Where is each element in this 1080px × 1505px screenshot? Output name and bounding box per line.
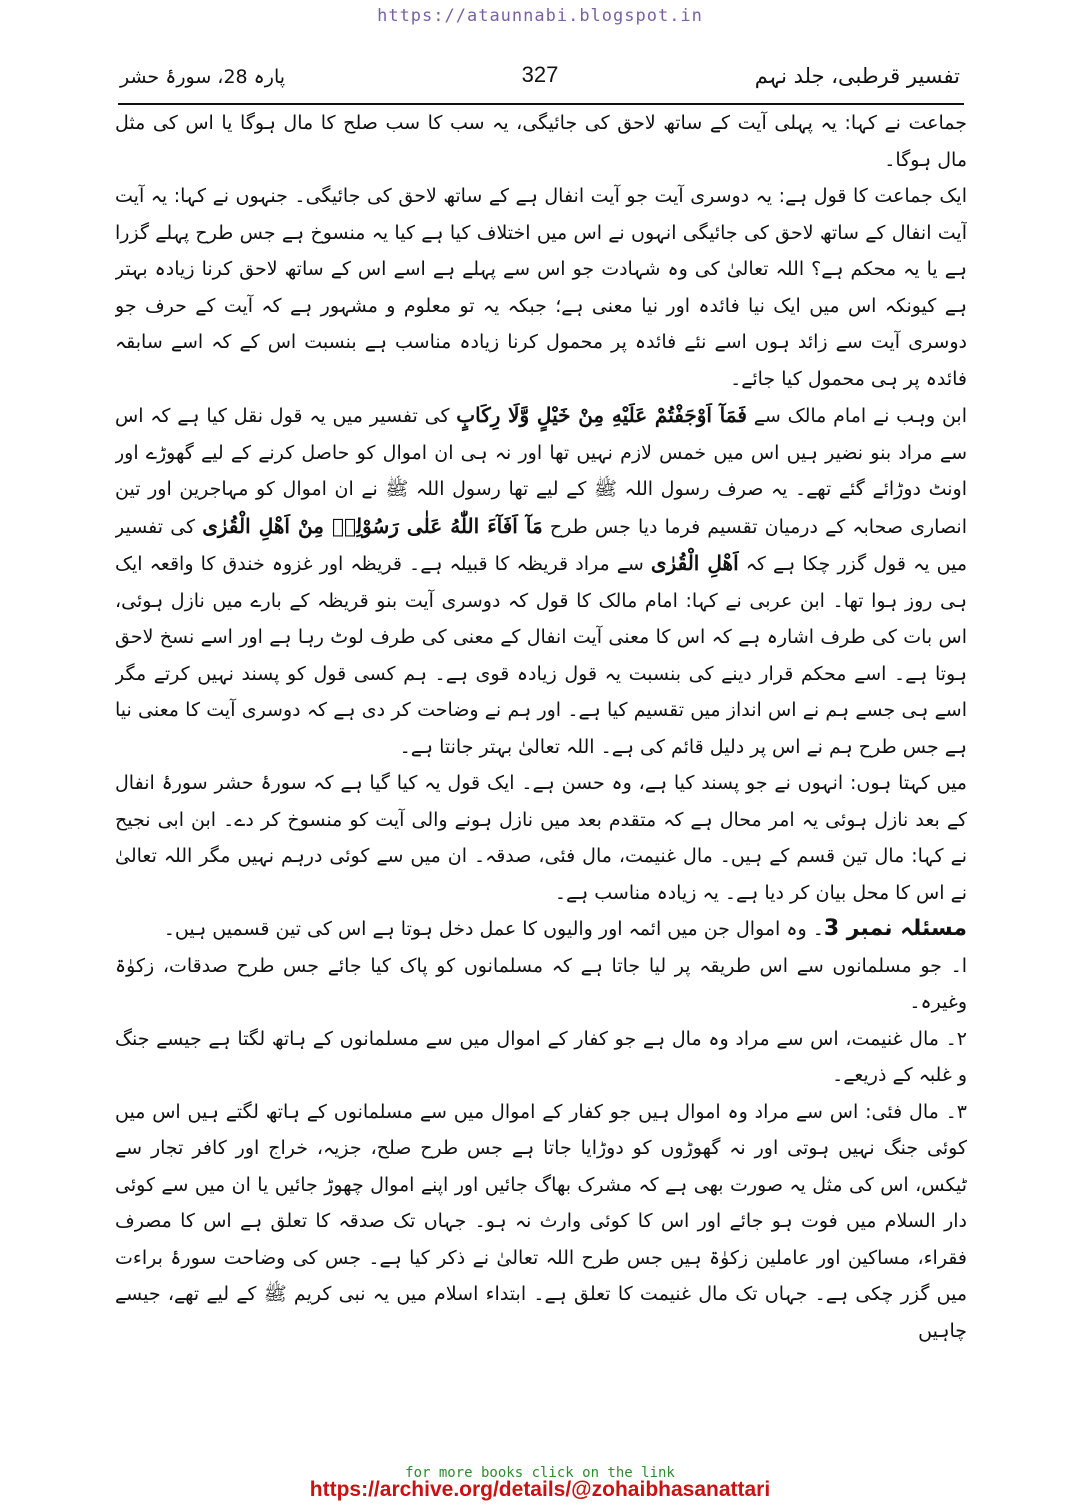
text-segment: سے مراد قریظہ کا قبیلہ ہے۔ قریظہ اور غزوہ خندق کا واقعہ ایک ہی روز ہوا تھا۔ ابن عربی نے کہا: امام مالک کا قول کہ دوسری آیت بنو قریظہ کے بارے میں نازل ہوئی، اس بات کی طرف اشارہ ہے کہ اس کا معنی آیت انفال کے معنی کی طرف لوٹ رہا ہے اور اسے نسخ لاحق ہوتا ہے۔ اسے محکم قرار دینے کی بنسبت یہ قول زیادہ قوی ہے۔ ہم کسی قول کو پسند نہیں کرتے مگر اسے ہی جسے ہم نے اس انداز میں تقسیم کیا ہے۔ اور ہم نے وضاحت کر دی ہے کہ دوسری آیت کا معنی نیا ہے جس طرح ہم نے اس پر دلیل قائم کی ہے۔ اللہ تعالیٰ بہتر جانتا ہے۔ [115, 553, 967, 758]
paragraph-1: جماعت نے کہا: یہ پہلی آیت کے ساتھ لاحق کی جائیگی، یہ سب کا سب صلح کا مال ہوگا یا اس کی مثل مال ہوگا۔ [115, 112, 967, 171]
masla-paragraph [115, 911, 967, 948]
footer-link[interactable]: https://archive.org/details/@zohaibhasanattari [309, 1478, 771, 1501]
page-number: 327 [521, 62, 559, 87]
footer-note: for more books click on the link [405, 1465, 675, 1481]
paragraph-opinion: میں کہتا ہوں: انہوں نے جو پسند کیا ہے، وہ حسن ہے۔ ایک قول یہ کیا گیا ہے کہ سورۂ حشر سورۂ انفال کے بعد نازل ہوئی یہ امر محال ہے کہ متقدم بعد میں نازل ہونے والی آیت کو منسوخ کر دے۔ ابن ابی نجیح نے کہا: مال تین قسم کے ہیں۔ مال غنیمت، مال فئی، صدقہ۔ ان میں سے کوئی درہم نہیں مگر اللہ تعالیٰ نے اس کا محل بیان کر دیا ہے۔ یہ زیادہ مناسب ہے۔ [115, 772, 967, 904]
text-segment: کی تفسیر میں یہ قول نقل کیا ہے کہ اس سے مراد بنو نضیر ہیں اس میں خمس لازم نہیں تھا اور نہ ہی ان اموال کو حاصل کرنے کے لیے گھوڑے اور اونٹ دوڑائے گئے تھے۔ یہ صرف رسول اللہ ﷺ کے لیے تھا رسول اللہ ﷺ نے ان اموال کو مہاجرین اور تین انصاری صحابہ کے درمیان تقسیم فرما دیا جس طرح [115, 405, 967, 538]
list-item: ا۔ جو مسلمانوں سے اس طریقہ پر لیا جاتا ہے کہ مسلمانوں کو پاک کیا جائے جس طرح صدقات، زکوٰۃ وغیرہ۔ [115, 954, 967, 1013]
quran-verse: فَمَآ اَوْجَفْتُمْ عَلَيْهِ مِنْ خَيْلٍ وَّلَا رِكَابٍ [456, 403, 747, 427]
quran-verse: اَهْلِ الْقُرٰى [650, 551, 739, 575]
list-item: ۳۔ مال فئی: اس سے مراد وہ اموال ہیں جو کفار کے اموال میں سے مسلمانوں کے ہاتھ لگتے ہیں اس میں کوئی جنگ نہیں ہوتی اور نہ گھوڑوں کو دوڑایا جاتا ہے جس طرح صلح، جزیہ، خراج اور کافر تجار سے ٹیکس، اس کی مثل یہ صورت بھی ہے کہ مشرک بھاگ جائیں اور اپنے اموال چھوڑ جائیں یا ان میں سے کوئی دار السلام میں فوت ہو جائے اور اس کا کوئی وارث نہ ہو۔ جہاں تک صدقہ کا تعلق ہے اس کا مصرف فقراء، مساکین اور عاملین زکوٰۃ ہیں جس طرح اللہ تعالیٰ نے ذکر کیا ہے۔ جس کی وضاحت سورۂ براءت میں گزر چکی ہے۔ جہاں تک مال غنیمت کا تعلق ہے۔ ابتداء اسلام میں یہ نبی کریم ﷺ کے لیے تھے، جیسے چاہیں [115, 1100, 967, 1342]
masla-text: ۔ وہ اموال جن میں ائمہ اور والیوں کا عمل دخل ہوتا ہے اس کی تین قسمیں ہیں۔ [163, 918, 824, 940]
list-item: ۲۔ مال غنیمت، اس سے مراد وہ مال ہے جو کفار کے اموال میں سے مسلمانوں کے ہاتھ لگتا ہے جیسے جنگ و غلبہ کے ذریعے۔ [115, 1027, 967, 1086]
page-body [115, 105, 967, 1445]
text-segment: کی تفسیر میں یہ قول گزر چکا ہے کہ [115, 515, 967, 575]
paragraph-2: ایک جماعت کا قول ہے: یہ دوسری آیت جو آیت انفال ہے کے ساتھ لاحق کی جائیگی۔ جنہوں نے کہا: یہ آیت آیت انفال کے ساتھ لاحق کی جائیگی انہوں نے اس میں اختلاف کیا ہے کیا یہ منسوخ ہے جس طرح پہلے گزرا ہے یا یہ محکم ہے؟ اللہ تعالیٰ کی وہ شہادت جو اس سے پہلے ہے اسے اس کے ساتھ لاحق کرنا زیادہ بہتر ہے کیونکہ اس میں ایک نیا فائدہ اور نیا معنی ہے؛ جبکہ یہ تو معلوم و مشہور ہے کہ آیت کے حرف جو دوسری آیت سے زائد ہوں اسے نئے فائدہ پر محمول کرنا زیادہ مناسب ہے بنسبت اس کے کہ اسے سابقہ فائدہ پر ہی محمول کیا جائے۔ [115, 185, 967, 390]
page-header [120, 60, 960, 98]
top-url[interactable]: https://ataunnabi.blogspot.in [377, 6, 703, 26]
text-segment: ابن وہب نے امام مالک سے [746, 405, 967, 427]
quran-verse: مَآ اَفَآءَ اللّٰهُ عَلٰى رَسُوْلِهٖ مِنْ اَهْلِ الْقُرٰى [202, 513, 543, 538]
section-label: پارہ 28، سورۂ حشر [120, 66, 286, 88]
masla-heading: مسئلہ نمبر 3 [823, 916, 967, 941]
paragraph-ibn-wahb [115, 397, 967, 765]
book-title: تفسیر قرطبی، جلد نہم [754, 64, 960, 88]
